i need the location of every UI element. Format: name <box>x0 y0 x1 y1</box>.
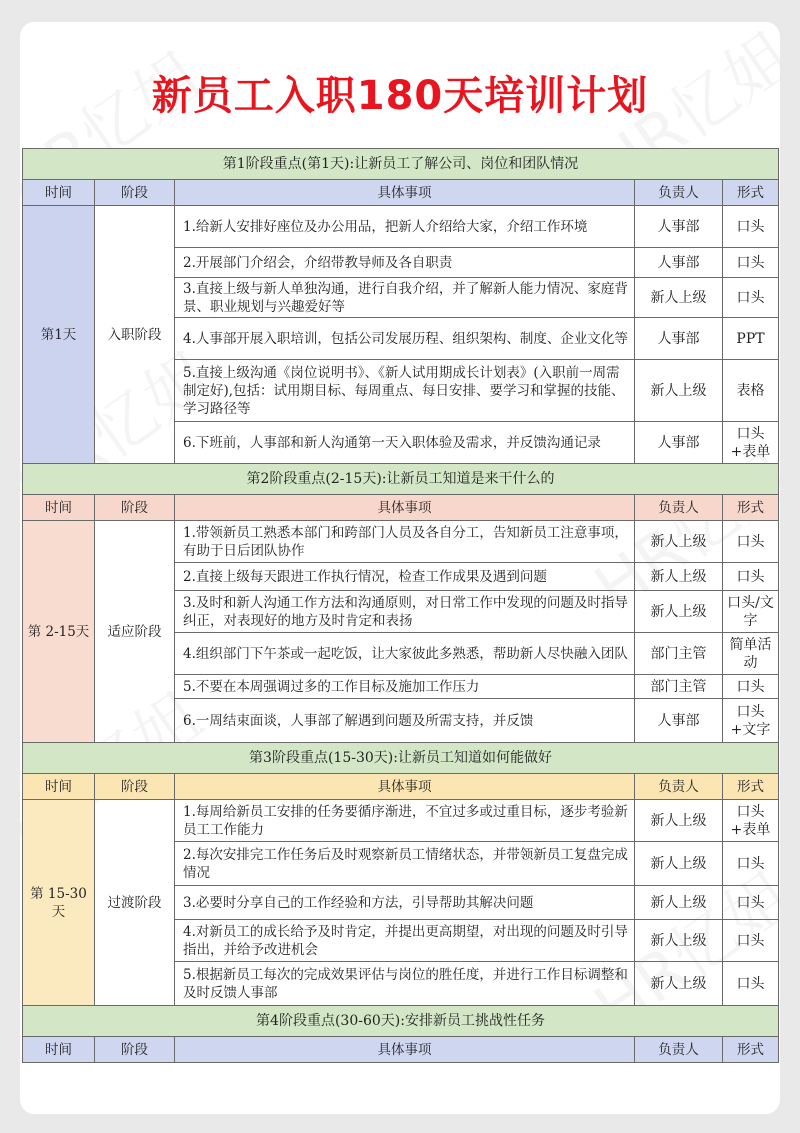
form-cell: PPT <box>723 318 779 360</box>
item-cell: 1.每周给新员工安排的任务要循序渐进，不宜过多或过重目标，逐步考验新员工工作能力 <box>175 800 635 842</box>
item-cell: 6.下班前，人事部和新人沟通第一天入职体验及需求，并反馈沟通记录 <box>175 422 635 464</box>
header-form: 形式 <box>723 774 779 800</box>
item-cell: 1.带领新员工熟悉本部门和跨部门人员及各自分工，告知新员工注意事项，有助于日后团队协作 <box>175 521 635 563</box>
time-cell: 第 15-30天 <box>23 800 95 1006</box>
form-cell: 口头 <box>723 675 779 699</box>
form-cell: 口头 <box>723 842 779 886</box>
item-cell: 5.不要在本周强调过多的工作目标及施加工作压力 <box>175 675 635 699</box>
phase-cell: 过渡阶段 <box>95 800 175 1006</box>
document-page <box>20 22 780 1114</box>
table-row <box>23 206 779 248</box>
form-cell: 口头 <box>723 521 779 563</box>
owner-cell: 人事部 <box>635 206 723 248</box>
time-cell: 第1天 <box>23 206 95 464</box>
header-owner: 负责人 <box>635 1037 723 1063</box>
form-cell: 口头 <box>723 563 779 591</box>
header-items: 具体事项 <box>175 1037 635 1063</box>
header-time: 时间 <box>23 1037 95 1063</box>
item-cell: 1.给新人安排好座位及办公用品，把新人介绍给大家，介绍工作环境 <box>175 206 635 248</box>
owner-cell: 部门主管 <box>635 633 723 675</box>
column-header-row <box>23 1037 779 1063</box>
header-phase: 阶段 <box>95 495 175 521</box>
time-cell: 第 2-15天 <box>23 521 95 743</box>
header-phase: 阶段 <box>95 1037 175 1063</box>
header-owner: 负责人 <box>635 495 723 521</box>
header-form: 形式 <box>723 1037 779 1063</box>
item-cell: 3.直接上级与新人单独沟通，进行自我介绍，并了解新人能力情况、家庭背景、职业规划与兴趣爱好等 <box>175 278 635 318</box>
owner-cell: 部门主管 <box>635 675 723 699</box>
stage-heading-row <box>23 464 779 495</box>
header-owner: 负责人 <box>635 180 723 206</box>
page-title: 新员工入职180天培训计划 <box>151 73 649 119</box>
form-cell: 口头/文字 <box>723 591 779 633</box>
owner-cell: 新人上级 <box>635 886 723 920</box>
item-cell: 4.人事部开展入职培训，包括公司发展历程、组织架构、制度、企业文化等 <box>175 318 635 360</box>
form-cell: 口头 <box>723 886 779 920</box>
header-time: 时间 <box>23 495 95 521</box>
item-cell: 2.直接上级每天跟进工作执行情况，检查工作成果及遇到问题 <box>175 563 635 591</box>
header-form: 形式 <box>723 180 779 206</box>
form-cell: 口头+表单 <box>723 422 779 464</box>
owner-cell: 新人上级 <box>635 962 723 1006</box>
owner-cell: 新人上级 <box>635 360 723 422</box>
header-items: 具体事项 <box>175 180 635 206</box>
item-cell: 6.一周结束面谈，人事部了解遇到问题及所需支持，并反馈 <box>175 699 635 743</box>
owner-cell: 人事部 <box>635 422 723 464</box>
column-header-row <box>23 495 779 521</box>
owner-cell: 新人上级 <box>635 800 723 842</box>
table-row <box>23 800 779 842</box>
stage-heading-row <box>23 149 779 180</box>
column-header-row <box>23 774 779 800</box>
item-cell: 5.根据新员工每次的完成效果评估与岗位的胜任度，并进行工作目标调整和及时反馈人事部 <box>175 962 635 1006</box>
form-cell: 口头 <box>723 206 779 248</box>
phase-cell: 适应阶段 <box>95 521 175 743</box>
header-owner: 负责人 <box>635 774 723 800</box>
column-header-row <box>23 180 779 206</box>
training-plan-table <box>22 148 779 1063</box>
owner-cell: 新人上级 <box>635 842 723 886</box>
owner-cell: 人事部 <box>635 318 723 360</box>
item-cell: 3.及时和新人沟通工作方法和沟通原则，对日常工作中发现的问题及时指导纠正，对表现好的地方及时肯定和表扬 <box>175 591 635 633</box>
header-form: 形式 <box>723 495 779 521</box>
form-cell: 口头 <box>723 962 779 1006</box>
form-cell: 简单活动 <box>723 633 779 675</box>
header-phase: 阶段 <box>95 774 175 800</box>
form-cell: 口头 <box>723 278 779 318</box>
stage-heading-row <box>23 1006 779 1037</box>
table-row <box>23 521 779 563</box>
header-items: 具体事项 <box>175 774 635 800</box>
header-phase: 阶段 <box>95 180 175 206</box>
owner-cell: 新人上级 <box>635 563 723 591</box>
item-cell: 3.必要时分享自己的工作经验和方法，引导帮助其解决问题 <box>175 886 635 920</box>
owner-cell: 新人上级 <box>635 920 723 962</box>
header-time: 时间 <box>23 180 95 206</box>
stage-heading: 第2阶段重点(2-15天):让新员工知道是来干什么的 <box>23 464 779 495</box>
item-cell: 2.开展部门介绍会，介绍带教导师及各自职责 <box>175 248 635 278</box>
item-cell: 4.组织部门下午茶或一起吃饭，让大家彼此多熟悉，帮助新人尽快融入团队 <box>175 633 635 675</box>
form-cell: 口头+表单 <box>723 800 779 842</box>
form-cell: 口头+文字 <box>723 699 779 743</box>
owner-cell: 新人上级 <box>635 521 723 563</box>
owner-cell: 新人上级 <box>635 278 723 318</box>
stage-heading: 第4阶段重点(30-60天):安排新员工挑战性任务 <box>23 1006 779 1037</box>
header-time: 时间 <box>23 774 95 800</box>
item-cell: 2.每次安排完工作任务后及时观察新员工情绪状态，并带领新员工复盘完成情况 <box>175 842 635 886</box>
form-cell: 口头 <box>723 248 779 278</box>
owner-cell: 新人上级 <box>635 591 723 633</box>
stage-heading-row <box>23 743 779 774</box>
phase-cell: 入职阶段 <box>95 206 175 464</box>
form-cell: 表格 <box>723 360 779 422</box>
header-items: 具体事项 <box>175 495 635 521</box>
form-cell: 口头 <box>723 920 779 962</box>
stage-heading: 第3阶段重点(15-30天):让新员工知道如何能做好 <box>23 743 779 774</box>
item-cell: 5.直接上级沟通《岗位说明书》、《新人试用期成长计划表》(入职前一周需制定好),包括：试用期目标、每周重点、每日安排、要学习和掌握的技能、学习路径等 <box>175 360 635 422</box>
owner-cell: 人事部 <box>635 699 723 743</box>
item-cell: 4.对新员工的成长给予及时肯定，并提出更高期望，对出现的问题及时引导指出，并给予改进机会 <box>175 920 635 962</box>
stage-heading: 第1阶段重点(第1天):让新员工了解公司、岗位和团队情况 <box>23 149 779 180</box>
owner-cell: 人事部 <box>635 248 723 278</box>
